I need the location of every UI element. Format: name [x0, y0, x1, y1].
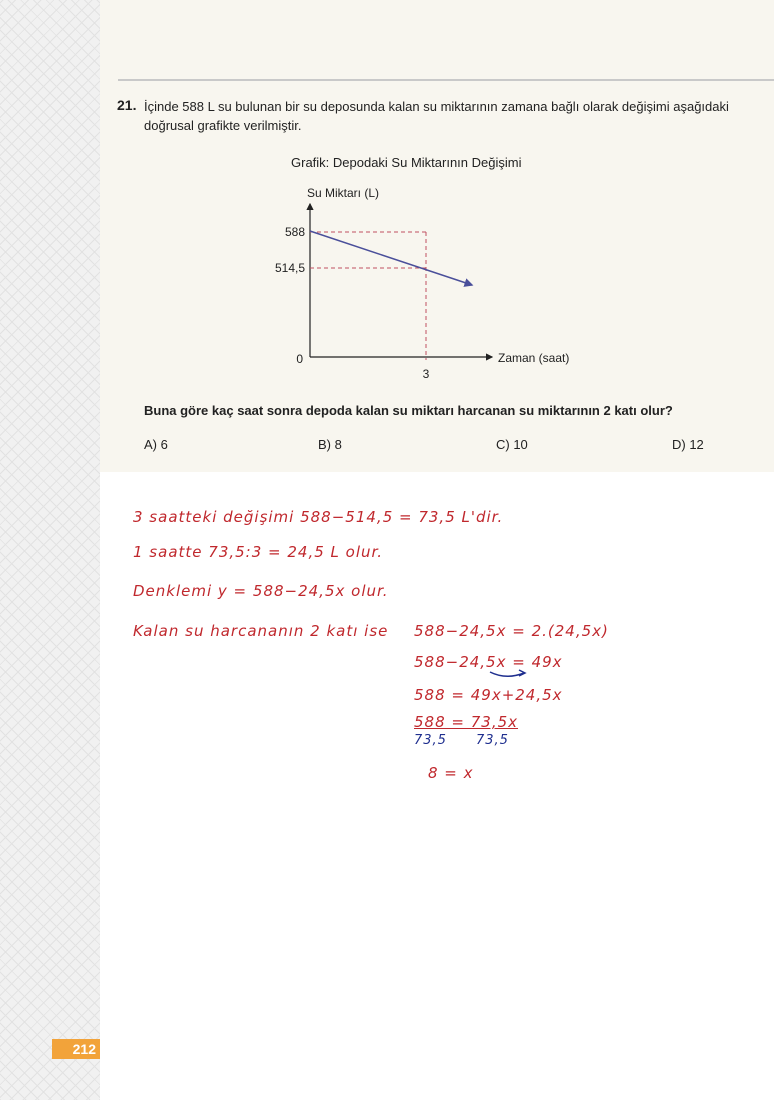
solution-line-4: Kalan su harcananın 2 katı ise [133, 622, 389, 640]
x-axis-label: Zaman (saat) [498, 351, 570, 365]
x-tick-3: 3 [422, 367, 430, 380]
page-margin-pattern [0, 0, 100, 1100]
chart-title: Grafik: Depodaki Su Miktarının Değişimi [291, 155, 522, 170]
solution-answer: 8 = x [428, 764, 474, 782]
question-prompt: Buna göre kaç saat sonra depoda kalan su miktarı harcanan su miktarının 2 katı olur? [144, 403, 673, 418]
question-text: İçinde 588 L su bulunan bir su deposunda kalan su miktarının zamana bağlı olarak değişimi aşağıdaki doğrusal grafikte verilmiştir. [144, 99, 729, 133]
series-line [310, 231, 472, 285]
divider [118, 79, 774, 81]
option-a[interactable]: A) 6 [144, 437, 168, 452]
page-number: 212 [52, 1039, 100, 1059]
solution-eq-1: 588−24,5x = 2.(24,5x) [414, 622, 609, 640]
option-d[interactable]: D) 12 [672, 437, 704, 452]
question-number: 21. [117, 97, 137, 113]
y-tick-588: 588 [284, 225, 305, 239]
y-tick-0: 0 [296, 352, 303, 366]
option-c[interactable]: C) 10 [496, 437, 528, 452]
solution-line-2: 1 saatte 73,5:3 = 24,5 L olur. [133, 543, 384, 561]
line-chart [260, 180, 620, 380]
solution-eq-3: 588 = 49x+24,5x [414, 686, 563, 704]
solution-denominator-right: 73,5 [476, 733, 509, 748]
solution-line-3: Denklemi y = 588−24,5x olur. [133, 582, 389, 600]
move-arrow-icon [488, 668, 528, 680]
solution-eq-2: 588−24,5x = 49x [414, 653, 563, 671]
solution-eq-4: 588 = 73,5x [414, 713, 519, 731]
solution-line-1: 3 saatteki değişimi 588−514,5 = 73,5 L'dir. [133, 508, 504, 526]
solution-denominator-left: 73,5 [414, 733, 447, 748]
option-b[interactable]: B) 8 [318, 437, 342, 452]
y-tick-514: 514,5 [274, 261, 305, 275]
y-axis-label: Su Miktarı (L) [307, 186, 380, 200]
